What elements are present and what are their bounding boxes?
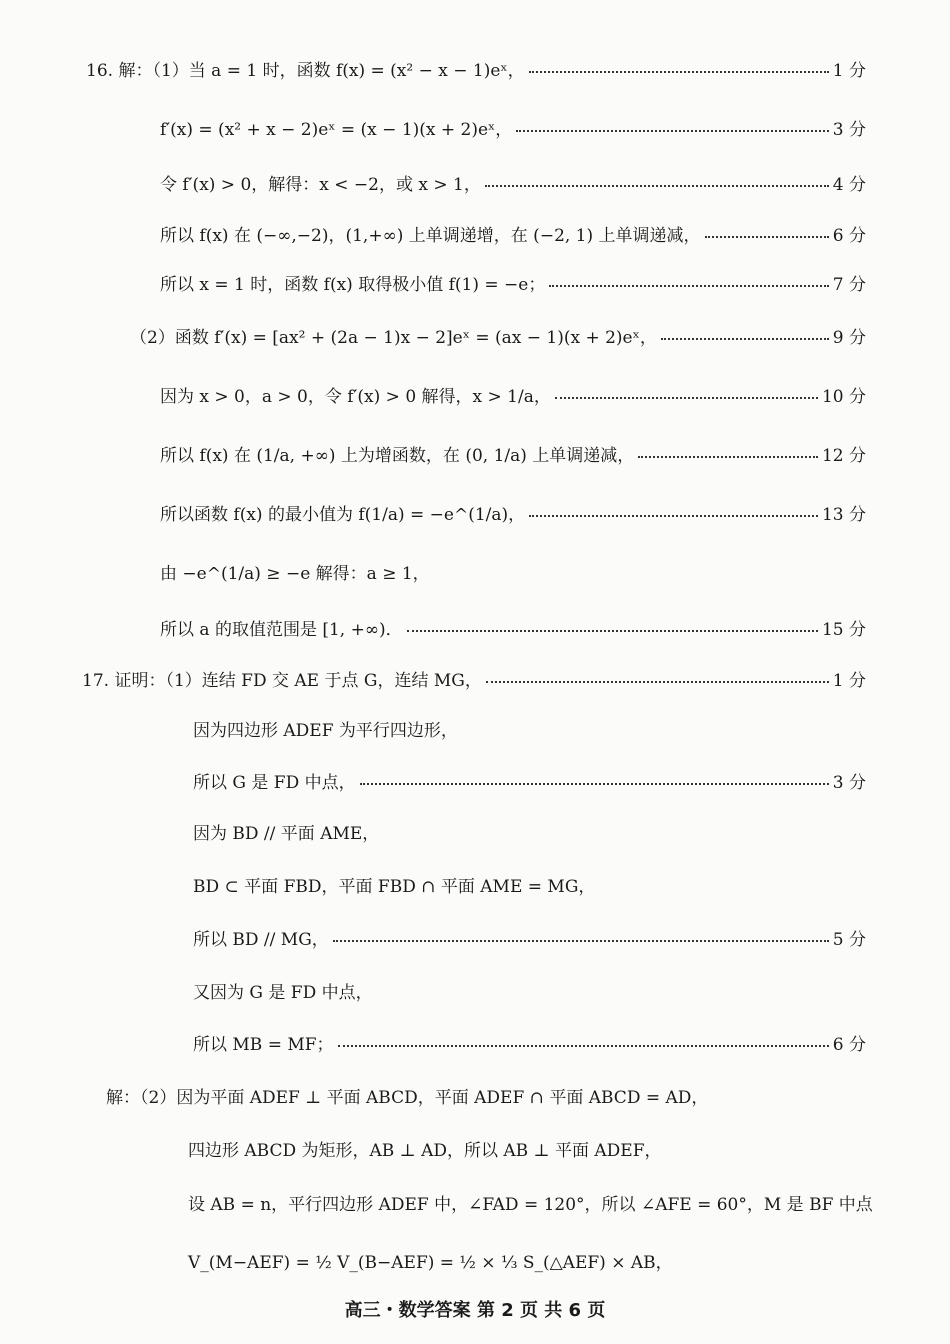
- solution-text: 所以 a 的取值范围是 [1, +∞)．: [160, 619, 403, 640]
- solution-line: [188, 1182, 880, 1222]
- solution-line: [193, 970, 866, 1010]
- solution-text: V_(M−AEF) = ½ V_(B−AEF) = ½ × ⅓ S_(△AEF) × AB，: [188, 1252, 673, 1273]
- solution-text: 所以 f(x) 在 (1/a, +∞) 上为增函数，在 (0, 1/a) 上单调递减，: [160, 445, 635, 466]
- dotted-leader: [549, 285, 828, 287]
- score-mark: 10 分: [821, 386, 866, 407]
- solution-line: [106, 1075, 866, 1115]
- solution-line: [160, 262, 866, 302]
- solution-text: 所以 x = 1 时，函数 f(x) 取得极小值 f(1) = −e；: [160, 274, 546, 295]
- solution-line: [193, 864, 866, 904]
- dotted-leader: [333, 940, 829, 942]
- solution-text: 四边形 ABCD 为矩形，AB ⊥ AD，所以 AB ⊥ 平面 ADEF，: [188, 1140, 662, 1161]
- solution-line: [193, 811, 866, 851]
- dotted-leader: [407, 630, 818, 632]
- dotted-leader: [555, 397, 818, 399]
- score-mark: 3 分: [832, 772, 866, 793]
- dotted-leader: [516, 130, 829, 132]
- score-mark: 1 分: [832, 60, 866, 81]
- solution-text: 所以 G 是 FD 中点，: [193, 772, 356, 793]
- dotted-leader: [529, 71, 829, 73]
- solution-line: [193, 917, 866, 957]
- score-mark: 12 分: [821, 445, 866, 466]
- solution-line: [130, 315, 866, 355]
- solution-text: 所以 BD // MG，: [193, 929, 329, 950]
- score-mark: 1 分: [832, 670, 866, 691]
- dotted-leader: [638, 456, 818, 458]
- dotted-leader: [338, 1045, 829, 1047]
- score-mark: 15 分: [821, 619, 866, 640]
- solution-text: 又因为 G 是 FD 中点，: [193, 982, 373, 1003]
- solution-line: [188, 1240, 866, 1280]
- solution-line: [160, 374, 866, 414]
- solution-text: 由 −e^(1/a) ≥ −e 解得：a ≥ 1，: [160, 563, 430, 584]
- score-mark: 9 分: [832, 327, 866, 348]
- solution-line: [188, 1128, 866, 1168]
- score-mark: 3 分: [832, 119, 866, 140]
- solution-text: 因为 x > 0，a > 0，令 f′(x) > 0 解得，x > 1/a，: [160, 386, 551, 407]
- solution-line: [160, 551, 866, 591]
- dotted-leader: [486, 681, 829, 683]
- solution-text: 因为 BD // 平面 AME，: [193, 823, 380, 844]
- solution-line: [193, 760, 866, 800]
- solution-text: 解：（2）因为平面 ADEF ⊥ 平面 ABCD，平面 ADEF ∩ 平面 ABCD = AD，: [106, 1087, 709, 1108]
- score-mark: 5 分: [832, 929, 866, 950]
- solution-text: 17. 证明：（1）连结 FD 交 AE 于点 G，连结 MG，: [82, 670, 482, 691]
- score-mark: 7 分: [832, 274, 866, 295]
- solution-text: 所以函数 f(x) 的最小值为 f(1/a) = −e^(1/a)，: [160, 504, 526, 525]
- solution-line: [82, 658, 866, 698]
- solution-text: 令 f′(x) > 0，解得：x < −2，或 x > 1，: [160, 174, 481, 195]
- solution-line: [160, 607, 866, 647]
- solution-line: [193, 708, 866, 748]
- dotted-leader: [360, 783, 829, 785]
- solution-text: f′(x) = (x² + x − 2)eˣ = (x − 1)(x + 2)eˣ，: [160, 119, 513, 140]
- score-mark: 6 分: [832, 225, 866, 246]
- dotted-leader: [529, 515, 818, 517]
- dotted-leader: [485, 185, 829, 187]
- solution-line: [160, 213, 866, 253]
- solution-text: 所以 MB = MF；: [193, 1034, 334, 1055]
- solution-line: [86, 48, 866, 88]
- solution-text: 设 AB = n，平行四边形 ADEF 中，∠FAD = 120°，所以 ∠AFE = 60°，M 是 BF 中点: [188, 1194, 873, 1215]
- score-mark: 4 分: [832, 174, 866, 195]
- dotted-leader: [705, 236, 829, 238]
- solution-text: 所以 f(x) 在 (−∞,−2)，(1,+∞) 上单调递增，在 (−2, 1) 上单调递减，: [160, 225, 701, 246]
- solution-line: [193, 1022, 866, 1062]
- solution-line: [160, 492, 866, 532]
- solution-line: [160, 107, 866, 147]
- solution-text: BD ⊂ 平面 FBD，平面 FBD ∩ 平面 AME = MG，: [193, 876, 596, 897]
- solution-text: 因为四边形 ADEF 为平行四边形，: [193, 720, 458, 741]
- page-footer: 高三・数学答案 第 2 页 共 6 页: [344, 1300, 606, 1321]
- score-mark: 13 分: [821, 504, 866, 525]
- score-mark: 6 分: [832, 1034, 866, 1055]
- dotted-leader: [661, 338, 829, 340]
- solution-text: （2）函数 f′(x) = [ax² + (2a − 1)x − 2]eˣ = (ax − 1)(x + 2)eˣ，: [130, 327, 657, 348]
- solution-line: [160, 162, 866, 202]
- solution-text: 16. 解：（1）当 a = 1 时，函数 f(x) = (x² − x − 1)eˣ，: [86, 60, 525, 81]
- solution-line: [160, 433, 866, 473]
